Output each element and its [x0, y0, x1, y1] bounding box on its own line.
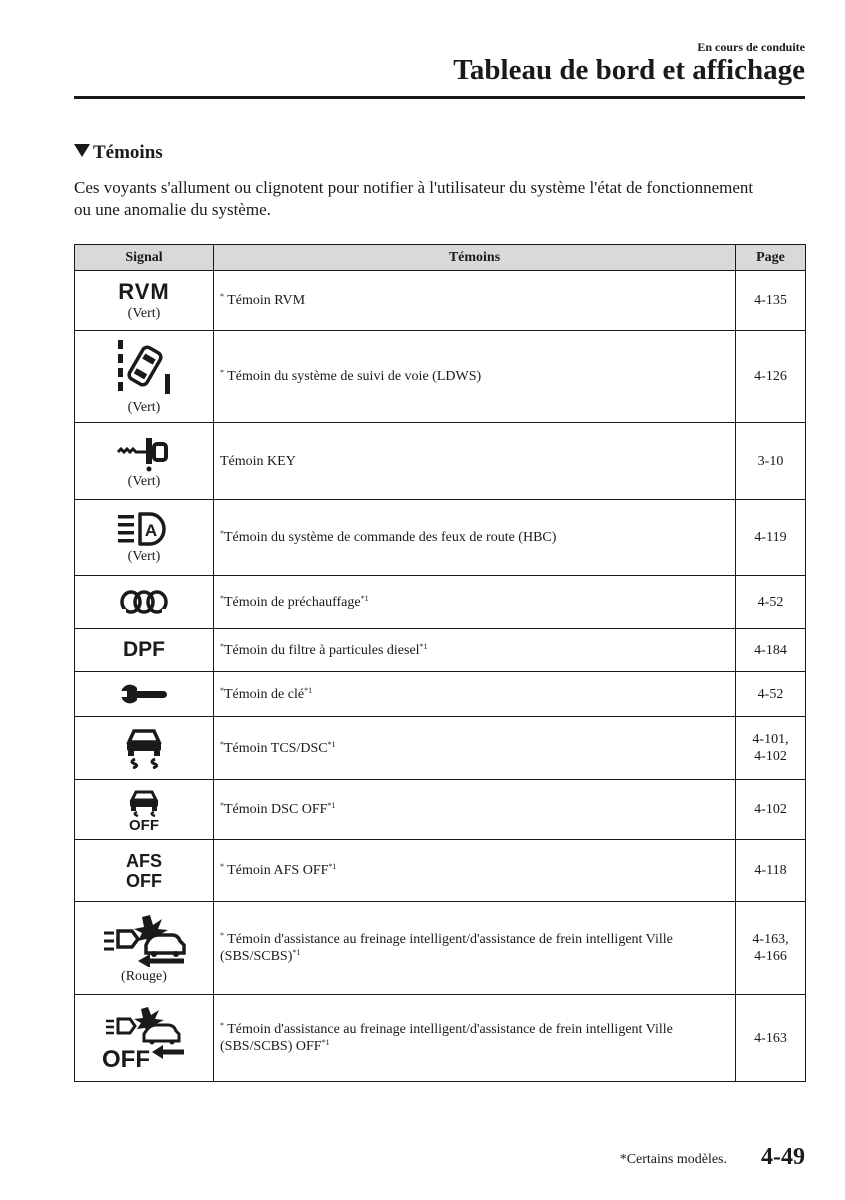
table-row: (Rouge) * Témoin d'assistance au freinage intelligent/d'assistance de frein intelligent Ville (SBS/SCBS)$^{*1}$ 4-163, 4-166	[75, 902, 806, 995]
color-label: (Vert)	[127, 474, 161, 489]
page-ref: 4-119	[736, 500, 806, 576]
header-rule	[74, 96, 805, 99]
color-label: (Vert)	[127, 399, 161, 415]
key-icon	[116, 432, 172, 472]
page-ref: 4-101, 4-102	[736, 717, 806, 780]
page-ref: 4-118	[736, 840, 806, 902]
indicator-name: Témoin TCS/DSC	[224, 740, 328, 756]
header-page: Page	[736, 245, 806, 271]
page-ref: 4-126	[736, 331, 806, 423]
indicator-name: Témoin RVM	[224, 293, 306, 308]
table-row: *Témoin TCS/DSC$^{*1}$ 4-101, 4-102	[75, 717, 806, 780]
page-ref: 4-163	[736, 995, 806, 1082]
smart-brake-off-icon	[98, 1005, 190, 1071]
footnote: *Certains modèles.	[619, 1152, 727, 1167]
table-row: *Témoin de clé$^{*1}$ 4-52	[75, 672, 806, 717]
dpf-icon: DPF	[123, 638, 165, 661]
wrench-icon	[119, 683, 169, 705]
svg-text:A: A	[144, 520, 158, 540]
page-ref: 4-52	[736, 576, 806, 629]
high-beam-control-icon	[114, 511, 174, 547]
indicator-name: Témoin du filtre à particules diesel	[224, 642, 420, 658]
tcs-dsc-icon	[124, 727, 164, 769]
indicator-name: Témoin de clé	[224, 686, 305, 702]
svg-text:OFF: OFF	[129, 816, 159, 831]
table-row: OFF * Témoin d'assistance au freinage intelligent/d'assistance de frein intelligent Ville (SBS/SCBS) OFF$^{*1}$ 4-163	[75, 995, 806, 1082]
color-label: (Vert)	[127, 548, 161, 564]
page-ref: 4-163, 4-166	[736, 902, 806, 995]
smart-brake-icon	[98, 911, 190, 967]
table-header-row	[75, 245, 806, 271]
indicator-name: Témoin d'assistance au freinage intelligent/d'assistance de frein intelligent Ville (SBS/SCBS)	[220, 932, 673, 964]
page-ref: 4-135	[736, 271, 806, 331]
triangle-bullet-icon	[74, 144, 90, 157]
page-ref: 4-52	[736, 672, 806, 717]
indicator-name: Témoin DSC OFF	[224, 802, 328, 817]
color-label: (Vert)	[127, 305, 161, 321]
section-heading: Témoins	[74, 142, 163, 164]
color-label: (Rouge)	[121, 969, 167, 984]
indicator-name: Témoin de préchauffage	[224, 594, 361, 610]
indicator-name: Témoin d'assistance au freinage intelligent/d'assistance de frein intelligent Ville (SBS/SCBS) OFF	[220, 1022, 673, 1054]
table-row	[75, 423, 806, 500]
table-row: AFS OFF * Témoin AFS OFF$^{*1}$ 4-118	[75, 840, 806, 902]
page-ref: 4-102	[736, 780, 806, 840]
dsc-off-icon	[122, 789, 166, 831]
lane-departure-icon	[115, 338, 173, 398]
table-row: *Témoin de préchauffage$^{*1}$ 4-52	[75, 576, 806, 629]
svg-text:OFF: OFF	[102, 1046, 150, 1071]
afs-off-icon: AFS OFF	[126, 850, 162, 891]
intro-paragraph: Ces voyants s'allument ou clignotent pour notifier à l'utilisateur du système l'état de fonctionnement ou une anomalie du système.	[74, 178, 754, 219]
header-temoins: Témoins	[214, 245, 736, 271]
indicator-name: Témoin du système de commande des feux de route (HBC)	[224, 530, 557, 545]
table-row: OFF *Témoin DSC OFF$^{*1}$ 4-102	[75, 780, 806, 840]
page-ref: 4-184	[736, 629, 806, 672]
header-signal: Signal	[75, 245, 214, 271]
indicator-name: Témoin du système de suivi de voie (LDWS)	[224, 369, 482, 384]
table-row: RVM (Vert) * Témoin RVM 4-135	[75, 271, 806, 331]
indicator-name: Témoin KEY	[220, 453, 296, 469]
page-title: Tableau de bord et affichage	[453, 54, 805, 86]
rvm-icon: RVM	[118, 278, 170, 304]
table-row: (Vert) * Témoin du système de suivi de voie (LDWS) 4-126	[75, 331, 806, 423]
table-row: DPF *Témoin du filtre à particules diesel$^{*1}$ 4-184	[75, 629, 806, 672]
chapter-label: En cours de conduite	[697, 40, 805, 54]
page-ref: 3-10	[736, 423, 806, 500]
indicator-name: Témoin AFS OFF	[224, 863, 329, 878]
page-number: 4-49	[761, 1144, 805, 1170]
table-row: A (Vert) *Témoin du système de commande des feux de route (HBC) 4-119	[75, 500, 806, 576]
indicator-table	[74, 244, 806, 1082]
glow-plug-icon	[114, 587, 174, 617]
